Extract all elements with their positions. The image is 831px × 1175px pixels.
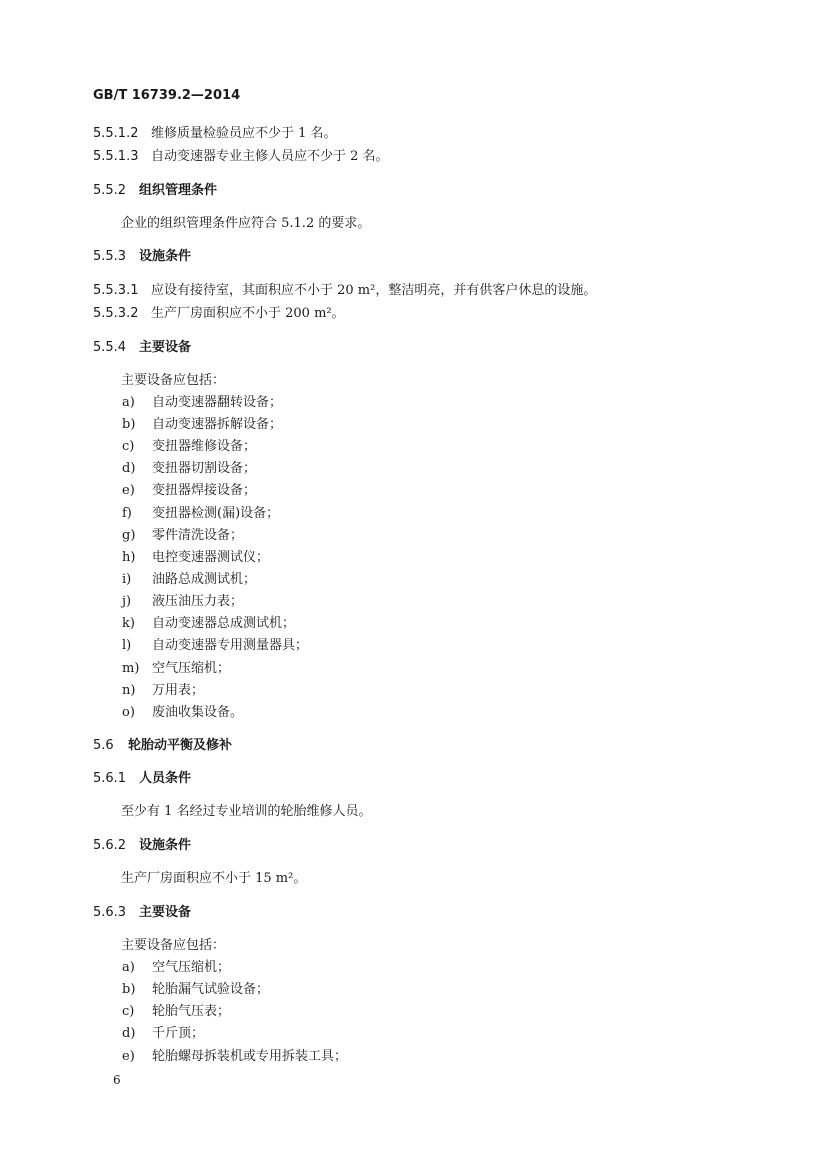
clause-text: 维修质量检验员应不少于 1 名。	[151, 126, 337, 141]
clause-text: 应设有接待室，其面积应不小于 20 m²，整洁明亮，并有供客户休息的设施。	[151, 283, 597, 298]
clause-number: 5.5.1.3	[93, 149, 139, 164]
clause-number: 5.5.3.2	[93, 306, 139, 321]
paragraph-5-6-2: 生产厂房面积应不小于 15 m²。	[121, 871, 307, 886]
paragraph-5-5-2: 企业的组织管理条件应符合 5.1.2 的要求。	[121, 216, 371, 231]
list-item: a) 空气压缩机；	[122, 960, 231, 975]
clause-5-5-1-3	[93, 149, 389, 165]
heading-5-6-2	[93, 838, 191, 854]
heading-title: 设施条件	[139, 838, 192, 853]
heading-number: 5.6.3	[93, 905, 127, 920]
clause-5-5-3-2	[93, 306, 345, 322]
paragraph-5-6-3: 主要设备应包括：	[121, 938, 226, 953]
heading-title: 轮胎动平衡及修补	[128, 738, 233, 753]
list-item: j) 液压油压力表；	[122, 594, 244, 609]
heading-number: 5.6.1	[93, 771, 127, 786]
list-item: h) 电控变速器测试仪；	[122, 550, 270, 565]
list-item: k) 自动变速器总成测试机；	[122, 616, 296, 631]
list-item: e) 轮胎螺母拆装机或专用拆装工具；	[122, 1049, 348, 1064]
page-number: 6	[113, 1073, 121, 1087]
list-item: l) 自动变速器专用测量器具；	[122, 638, 309, 653]
list-item: e) 变扭器焊接设备；	[122, 483, 257, 498]
list-item: b) 自动变速器拆解设备；	[122, 417, 283, 432]
heading-5-6-3	[93, 905, 191, 921]
paragraph-5-5-4: 主要设备应包括：	[121, 373, 226, 388]
standard-code: GB/T 16739.2—2014	[93, 88, 241, 103]
list-item: f) 变扭器检测(漏)设备；	[122, 506, 280, 521]
heading-number: 5.5.4	[93, 340, 127, 355]
paragraph-5-6-1: 至少有 1 名经过专业培训的轮胎维修人员。	[121, 804, 372, 819]
list-item: d) 变扭器切割设备；	[122, 461, 257, 476]
heading-5-6-1	[93, 771, 191, 787]
list-item: m) 空气压缩机；	[122, 661, 231, 676]
clause-number: 5.5.3.1	[93, 283, 139, 298]
list-item: o) 废油收集设备。	[122, 705, 244, 720]
heading-5-6	[93, 738, 232, 754]
heading-title: 组织管理条件	[139, 183, 218, 198]
list-item: a) 自动变速器翻转设备；	[122, 395, 283, 410]
heading-5-5-4	[93, 340, 191, 356]
clause-5-5-1-2	[93, 126, 337, 142]
heading-title: 主要设备	[139, 340, 192, 355]
clause-text: 生产厂房面积应不小于 200 m²。	[151, 306, 345, 321]
list-item: b) 轮胎漏气试验设备；	[122, 982, 270, 997]
list-item: c) 轮胎气压表；	[122, 1004, 231, 1019]
heading-title: 人员条件	[139, 771, 192, 786]
list-item: g) 零件清洗设备；	[122, 528, 244, 543]
list-item: c) 变扭器维修设备；	[122, 439, 257, 454]
heading-number: 5.6.2	[93, 838, 127, 853]
heading-number: 5.5.2	[93, 183, 127, 198]
clause-5-5-3-1	[93, 283, 596, 299]
list-item: i) 油路总成测试机；	[122, 572, 257, 587]
clause-number: 5.5.1.2	[93, 126, 139, 141]
list-item: d) 千斤顶；	[122, 1026, 205, 1041]
heading-5-5-3	[93, 249, 191, 265]
heading-title: 主要设备	[139, 905, 192, 920]
heading-5-5-2	[93, 183, 217, 199]
clause-text: 自动变速器专业主修人员应不少于 2 名。	[151, 149, 389, 164]
list-item: n) 万用表；	[122, 683, 205, 698]
heading-title: 设施条件	[139, 249, 192, 264]
heading-number: 5.5.3	[93, 249, 127, 264]
heading-number: 5.6	[93, 738, 114, 753]
